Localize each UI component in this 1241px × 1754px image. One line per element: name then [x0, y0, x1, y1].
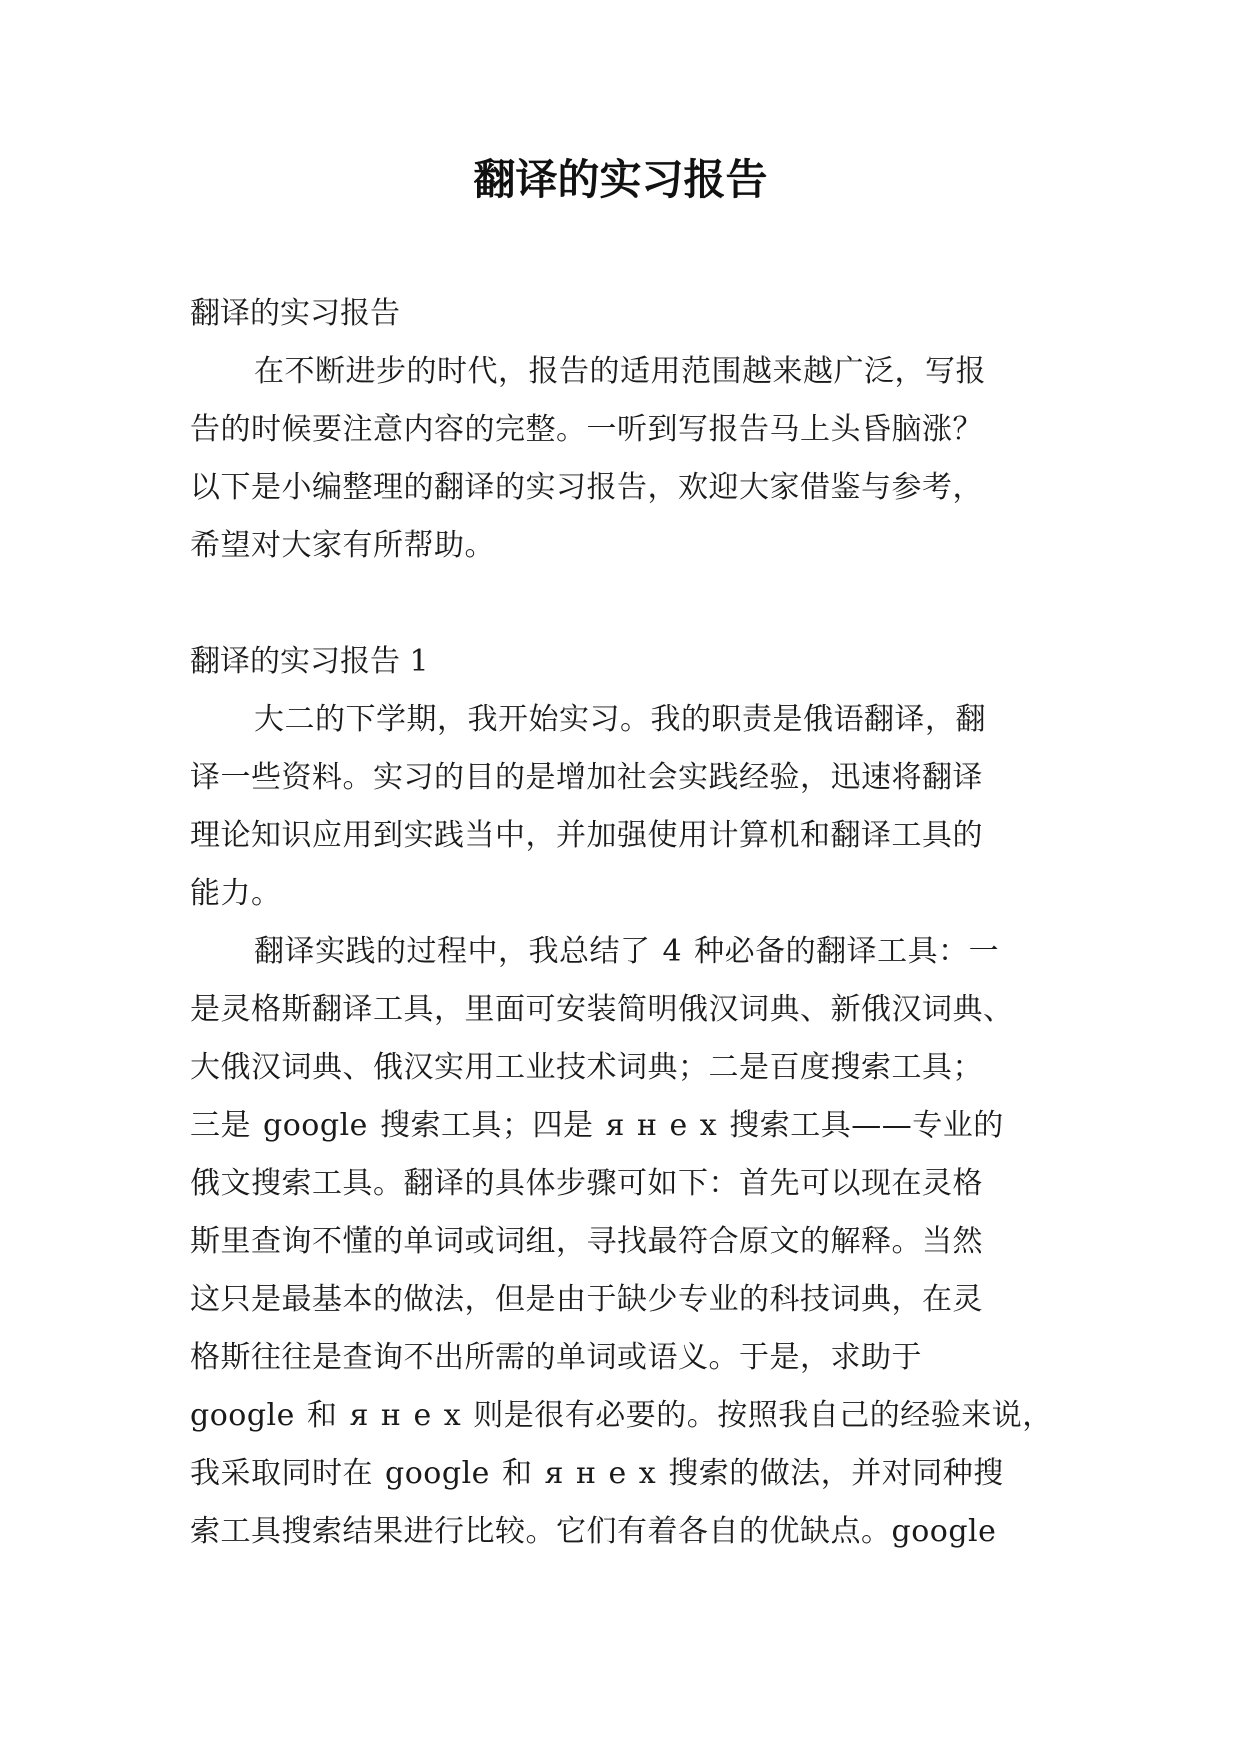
text-line: 大二的下学期，我开始实习。我的职责是俄语翻译，翻 — [254, 702, 986, 737]
intro-heading: 翻译的实习报告 — [190, 296, 400, 331]
text-line: 在不断进步的时代，报告的适用范围越来越广泛，写报 — [254, 354, 986, 389]
text-line: 索工具搜索结果进行比较。它们有着各自的优缺点。google — [190, 1514, 997, 1549]
text-line: 大俄汉词典、俄汉实用工业技术词典；二是百度搜索工具； — [190, 1050, 983, 1085]
text-line: 能力。 — [190, 876, 282, 911]
text-line: 理论知识应用到实践当中，并加强使用计算机和翻译工具的 — [190, 818, 983, 853]
text-line: 这只是最基本的做法，但是由于缺少专业的科技词典，在灵 — [190, 1282, 983, 1317]
text-line: 俄文搜索工具。翻译的具体步骤可如下：首先可以现在灵格 — [190, 1166, 983, 1201]
intro-paragraph — [190, 343, 1050, 575]
document-body — [190, 285, 1053, 1561]
text-line: 我采取同时在 google 和 я н е х 搜索的做法，并对同种搜 — [190, 1456, 1004, 1491]
paragraph-spacer — [190, 575, 1050, 633]
text-line: 以下是小编整理的翻译的实习报告，欢迎大家借鉴与参考， — [190, 470, 983, 505]
text-line: 译一些资料。实习的目的是增加社会实践经验，迅速将翻译 — [190, 760, 983, 795]
text-line: 告的时候要注意内容的完整。一听到写报告马上头昏脑涨？ — [190, 412, 983, 447]
text-line: 格斯往往是查询不出所需的单词或语义。于是，求助于 — [190, 1340, 922, 1375]
text-line: 是灵格斯翻译工具，里面可安装简明俄汉词典、新俄汉词典、 — [190, 992, 1014, 1027]
text-line: 希望对大家有所帮助。 — [190, 528, 495, 563]
text-line: 斯里查询不懂的单词或词组，寻找最符合原文的解释。当然 — [190, 1224, 983, 1259]
section1-paragraph-2 — [190, 923, 1053, 1561]
document-title: 翻译的实习报告 — [473, 155, 768, 204]
text-line: google 和 я н е х 则是很有必要的。按照我自己的经验来说， — [190, 1398, 1053, 1433]
section1-paragraph-1 — [190, 691, 1050, 923]
section1-heading: 翻译的实习报告 1 — [190, 644, 429, 679]
text-line: 三是 google 搜索工具；四是 я н е х 搜索工具——专业的 — [190, 1108, 1004, 1143]
text-line: 翻译实践的过程中，我总结了 4 种必备的翻译工具：一 — [254, 934, 1000, 969]
